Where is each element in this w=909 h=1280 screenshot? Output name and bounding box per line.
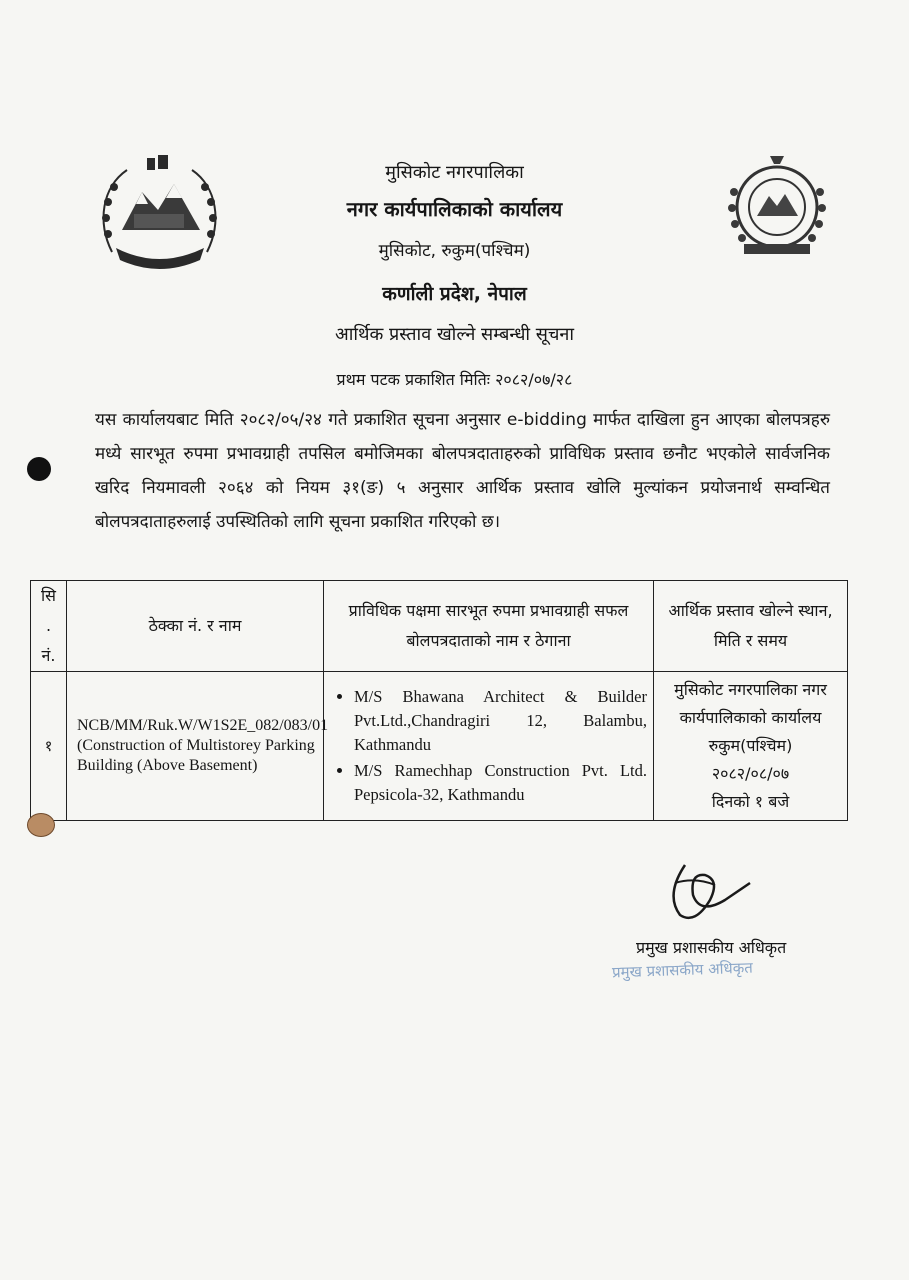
sn-header-bottom: नं.	[41, 646, 56, 665]
municipality-name: मुसिकोट नगरपालिका	[385, 162, 524, 183]
bid-table	[30, 580, 848, 821]
opening-time: दिनको १ बजे	[711, 792, 790, 811]
first-published-date: प्रथम पटक प्रकाशित मितिः २०८२/०७/२८	[336, 370, 573, 389]
notice-body: यस कार्यालयबाट मिति २०८२/०५/२४ गते प्रकाशित सूचना अनुसार e-bidding मार्फत दाखिला हुन आएका बोलपत्रहरु मध्ये सारभूत रुपमा प्रभावग्राही तपसिल बमोजिमका बोलपत्रदाताहरुको प्राविधिक प्रस्ताव छनौट भएकोले सार्वजनिक खरिद नियमावली २०६४ को नियम ३१(ङ) ५ अनुसार आर्थिक प्रस्ताव खोलि मुल्यांकन प्रयोजनार्थ सम्वन्धित बोलपत्रदाताहरुलाई उपस्थितिको लागि सूचना प्रकाशित गरिएको छ।	[95, 410, 830, 532]
sn-header-mid: .	[45, 616, 52, 635]
small-stamp-icon	[27, 813, 55, 837]
column-header-opening: आर्थिक प्रस्ताव खोल्ने स्थान, मिति र समय	[654, 581, 848, 672]
punch-hole-mark	[27, 457, 51, 481]
row-sn: १	[31, 672, 67, 821]
office-name: नगर कार्यपालिकाको कार्यालय	[346, 197, 563, 221]
column-header-contract: ठेक्का नं. र नाम	[67, 581, 324, 672]
bidders-cell	[324, 672, 654, 821]
column-header-bidders: प्राविधिक पक्षमा सारभूत रुपमा प्रभावग्राही सफल बोलपत्रदाताको नाम र ठेगाना	[324, 581, 654, 672]
province-country: कर्णाली प्रदेश, नेपाल	[382, 283, 527, 305]
table-row	[31, 672, 848, 821]
signatory-stamp: प्रमुख प्रशासकीय अधिकृत	[611, 958, 754, 982]
notice-title: आर्थिक प्रस्ताव खोल्ने सम्बन्धी सूचना	[334, 324, 575, 345]
opening-details	[654, 672, 848, 821]
office-address: मुसिकोट, रुकुम(पश्चिम)	[378, 241, 531, 261]
signature-icon	[655, 855, 765, 925]
column-header-sn	[31, 581, 67, 672]
bidder-list	[324, 685, 653, 807]
table-header-row	[31, 581, 848, 672]
bidder-item: • M/S Bhawana Architect & Builder Pvt.Ltd.,Chandragiri 12, Balambu, Kathmandu	[354, 685, 647, 757]
bidder-item: • M/S Ramechhap Construction Pvt. Ltd. Pepsicola-32, Kathmandu	[354, 759, 647, 807]
signatory-title: प्रमुख प्रशासकीय अधिकृत	[636, 938, 787, 957]
opening-date: २०८२/०८/०७	[711, 764, 790, 783]
opening-place: मुसिकोट नगरपालिका नगर कार्यपालिकाको कार्यालय रुकुम(पश्चिम)	[674, 680, 827, 755]
contract-name: NCB/MM/Ruk.W/W1S2E_082/083/01 (Construction of Multistorey Parking Building (Above Basement)	[67, 672, 324, 821]
sn-header-top: सि	[41, 586, 56, 605]
